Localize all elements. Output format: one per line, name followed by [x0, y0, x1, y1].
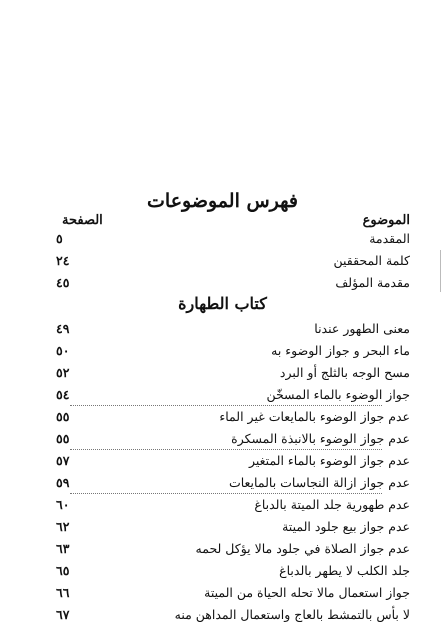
toc-entry — [56, 516, 410, 538]
toc-entry — [56, 318, 410, 340]
toc-entry-page: ٦٢ — [56, 519, 70, 534]
toc-entry — [56, 472, 410, 494]
toc-entry — [56, 582, 410, 604]
toc-entry — [56, 494, 410, 516]
topic-column-header: الموضوع — [362, 213, 410, 228]
toc-entry-page: ٦٣ — [56, 541, 70, 556]
toc-entry-title: عدم طهورية جلد الميتة بالدباغ — [254, 497, 410, 512]
toc-entry — [56, 538, 410, 560]
toc-entry-title: عدم جواز بيع جلود الميتة — [282, 519, 410, 534]
toc-entry-title: ماء البحر و جواز الوضوء به — [271, 343, 410, 358]
toc-entry-page: ٦٧ — [56, 607, 70, 622]
toc-entry — [56, 406, 410, 428]
toc-entry-page: ٦٥ — [56, 563, 70, 578]
page-edge-mark — [440, 250, 441, 292]
toc-entry — [56, 272, 410, 294]
page-column-header: الصفحة — [62, 213, 103, 228]
toc-entry — [56, 428, 410, 450]
toc-entry-page: ٦٠ — [56, 497, 70, 512]
toc-entry-title: جلد الكلب لا يطهر بالدباغ — [279, 563, 410, 578]
toc-entry-title: المقدمة — [369, 231, 410, 246]
toc-entry-title: عدم جواز الوضوء بالماء المتغير — [248, 453, 410, 468]
toc-entry-page: ٦٦ — [56, 585, 70, 600]
toc-entry — [56, 340, 410, 362]
toc-entry-page: ٤٥ — [56, 275, 70, 290]
toc-entry-title: مقدمة المؤلف — [335, 275, 410, 290]
toc-entry-title: لا بأس بالتمشط بالعاج واستعمال المداهن منه — [174, 607, 410, 622]
toc-entry-title: معنى الطهور عندنا — [314, 321, 410, 336]
section-heading: كتاب الطهارة — [178, 294, 267, 313]
toc-entry-title: مسح الوجه بالثلج أو البرد — [279, 365, 410, 380]
toc-entry-title: جواز استعمال مالا تحله الحياة من الميتة — [204, 585, 410, 600]
toc-entry-title: جواز الوضوء بالماء المسخّن — [266, 387, 410, 402]
toc-entry — [56, 362, 410, 384]
toc-entry — [56, 384, 410, 406]
toc-entry-page: ٥٩ — [56, 475, 70, 490]
toc-entry — [56, 450, 410, 472]
toc-entry-page: ٥٥ — [56, 431, 70, 446]
index-title: فهرس الموضوعات — [147, 190, 298, 212]
toc-entry-page: ٥٧ — [56, 453, 70, 468]
toc-entry-page: ٥٠ — [56, 343, 70, 358]
toc-entry-page: ٥٢ — [56, 365, 70, 380]
toc-entry-page: ٥٤ — [56, 387, 70, 402]
toc-entry-page: ٥ — [56, 231, 63, 246]
toc-entry-page: ٢٤ — [56, 253, 70, 268]
toc-entry — [56, 560, 410, 582]
toc-entry-title: عدم جواز الصلاة في جلود مالا يؤكل لحمه — [195, 541, 410, 556]
toc-entry-title: عدم جواز الوضوء بالمايعات غير الماء — [219, 409, 410, 424]
toc-entry-page: ٤٩ — [56, 321, 70, 336]
toc-entry — [56, 604, 410, 626]
toc-entry-title: عدم جواز الوضوء بالانبذة المسكرة — [231, 431, 410, 446]
toc-entry — [56, 250, 410, 272]
toc-entry-page: ٥٥ — [56, 409, 70, 424]
toc-entry-title: كلمة المحققين — [333, 253, 410, 268]
toc-entry-title: عدم جواز ازالة النجاسات بالمايعات — [228, 475, 410, 490]
toc-entry — [56, 228, 410, 250]
